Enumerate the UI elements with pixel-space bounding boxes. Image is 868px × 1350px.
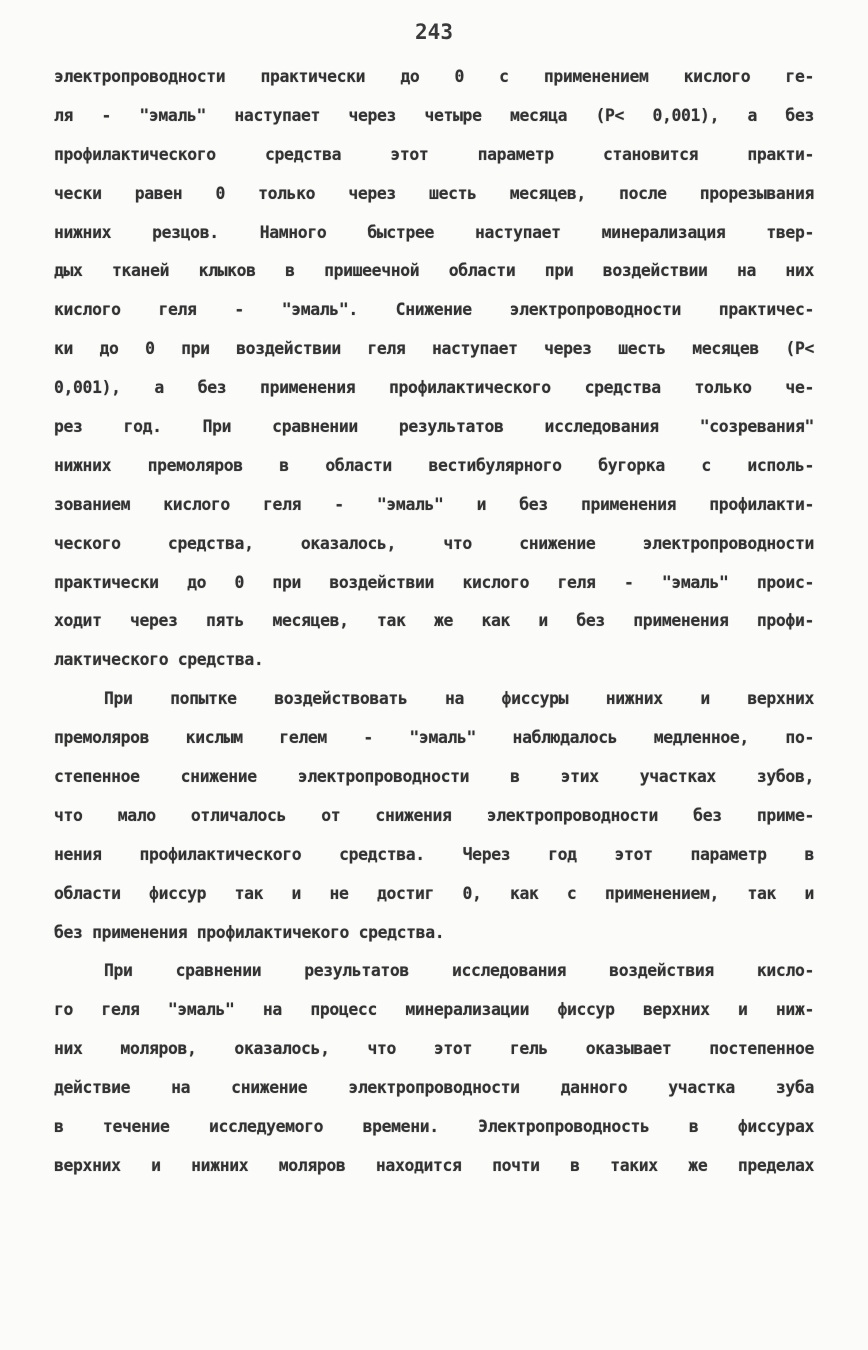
text-line: нижних резцов. Намного быстрее наступает минерализация твер- — [54, 222, 814, 242]
text-line: ля - "эмаль" наступает через четыре месяца (P< 0,001), а без — [54, 105, 814, 125]
body-text — [54, 58, 814, 1186]
text-line: лактического средства. — [54, 650, 264, 670]
text-line: них моляров, оказалось, что этот гель оказывает постепенное — [54, 1039, 814, 1059]
text-line: ки до 0 при воздействии геля наступает через шесть месяцев (P< — [54, 339, 814, 359]
text-line: ходит через пять месяцев, так же как и без применения профи- — [54, 611, 814, 631]
text-line: области фиссур так и не достиг 0, как с применением, так и — [54, 883, 814, 903]
text-line: практически до 0 при воздействии кислого геля - "эмаль" проис- — [54, 572, 814, 592]
text-line: электропроводности практически до 0 с применением кислого ге- — [54, 67, 814, 86]
text-line: без применения профилактичекого средства. — [54, 922, 445, 942]
paragraph-first-line: При попытке воздействовать на фиссуры нижних и верхних — [104, 689, 814, 709]
text-line: го геля "эмаль" на процесс минерализации фиссур верхних и ниж- — [54, 1000, 814, 1020]
paragraph-first-line: При сравнении результатов исследования воздействия кисло- — [104, 961, 814, 981]
text-line: 0,001), а без применения профилактического средства только че- — [54, 378, 814, 398]
text-line: ческого средства, оказалось, что снижение электропроводности — [54, 533, 814, 553]
text-line: нижних премоляров в области вестибулярного бугорка с исполь- — [54, 455, 814, 475]
text-line: профилактического средства этот параметр становится практи- — [54, 144, 814, 164]
page-number: 243 — [415, 20, 453, 44]
text-line: нения профилактического средства. Через год этот параметр в — [54, 844, 814, 864]
text-line: дых тканей клыков в пришеечной области при воздействии на них — [54, 261, 814, 281]
text-line: зованием кислого геля - "эмаль" и без применения профилакти- — [54, 494, 814, 514]
text-line: премоляров кислым гелем - "эмаль" наблюдалось медленное, по- — [54, 728, 814, 748]
text-line: степенное снижение электропроводности в этих участках зубов, — [54, 767, 814, 787]
text-line: действие на снижение электропроводности данного участка зуба — [54, 1078, 814, 1098]
text-line: кислого геля - "эмаль". Снижение электропроводности практичес- — [54, 300, 814, 320]
text-line: чески равен 0 только через шесть месяцев, после прорезывания — [54, 183, 814, 203]
text-line: что мало отличалось от снижения электропроводности без приме- — [54, 805, 814, 825]
text-line: в течение исследуемого времени. Электропроводность в фиссурах — [54, 1117, 814, 1137]
text-line: рез год. При сравнении результатов исследования "созревания" — [54, 417, 814, 437]
text-line: верхних и нижних моляров находится почти в таких же пределах — [54, 1155, 814, 1175]
